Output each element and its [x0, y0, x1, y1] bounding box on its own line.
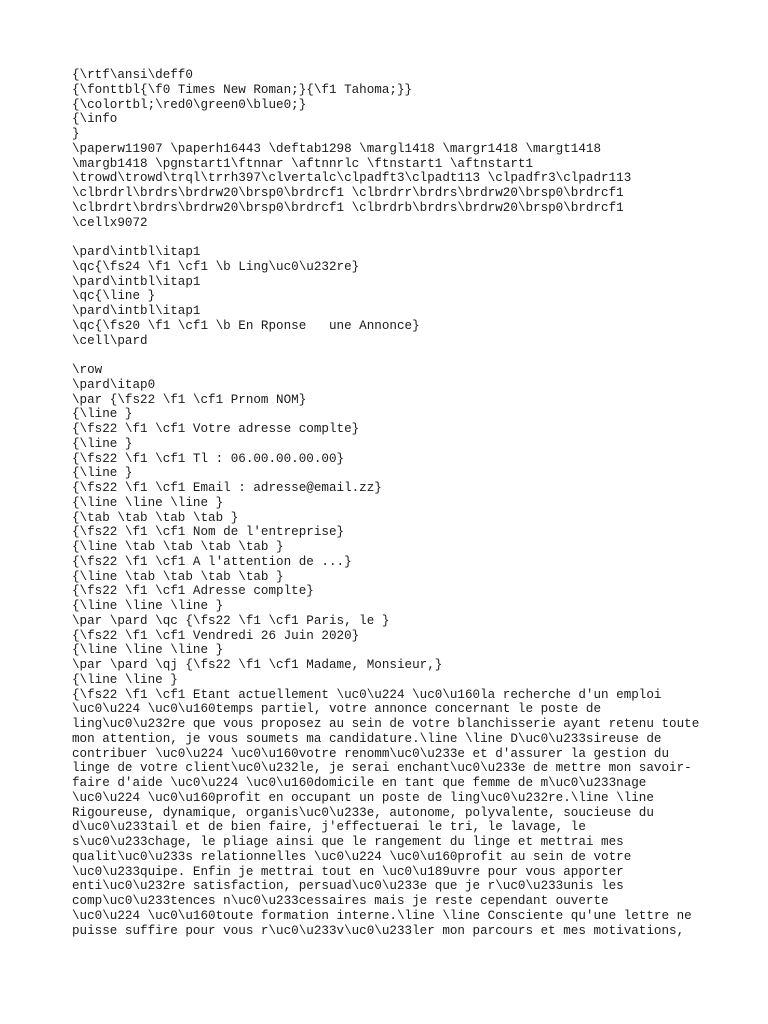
rtf-source-line: \row: [72, 363, 103, 377]
rtf-source-line: \pard\intbl\itap1: [72, 274, 201, 289]
rtf-source-line: \paperw11907 \paperh16443 \deftab1298 \margl1418 \margr1418 \margt1418: [72, 141, 602, 156]
rtf-source-line: {\fs22 \f1 \cf1 Email : adresse@email.zz}: [72, 481, 382, 495]
rtf-source-line: qualit\uc0\u233s relationnelles \uc0\u224 \uc0\u160profit au sein de votre: [72, 849, 632, 864]
rtf-source-line: {\line \line \line }: [72, 599, 224, 613]
rtf-source-line: \trowd\trowd\trql\trrh397\clvertalc\clpadft3\clpadt113 \clpadfr3\clpadr113: [72, 171, 632, 186]
rtf-source-line: faire d'aide \uc0\u224 \uc0\u160domicile en tant que femme de m\uc0\u233nage: [72, 776, 647, 790]
rtf-source-line: \pard\intbl\itap1: [72, 245, 201, 259]
rtf-source-line: {\line \tab \tab \tab \tab }: [72, 569, 284, 584]
rtf-source-line: {\line \line \line }: [72, 643, 224, 658]
rtf-source-line: {\tab \tab \tab \tab }: [72, 510, 239, 525]
rtf-source-text: [72, 68, 712, 938]
rtf-source-line: {\colortbl;\red0\green0\blue0;}: [72, 97, 307, 112]
rtf-source-line: comp\uc0\u233tences n\uc0\u233cessaires mais je reste cependant ouverte: [72, 894, 609, 908]
rtf-source-line: \uc0\u224 \uc0\u160profit en occupant un poste de ling\uc0\u232re.\line \line: [72, 790, 654, 805]
rtf-source-line: \clbrdrt\brdrs\brdrw20\brsp0\brdrcf1 \clbrdrb\brdrs\brdrw20\brsp0\brdrcf1: [72, 200, 624, 215]
rtf-source-line: {\line \line }: [72, 672, 178, 687]
rtf-source-line: enti\uc0\u232re satisfaction, persuad\uc0\u233e que je r\uc0\u233unis les: [72, 879, 624, 894]
rtf-source-line: \par \pard \qc {\fs22 \f1 \cf1 Paris, le }: [72, 613, 390, 628]
rtf-source-line: \pard\itap0: [72, 377, 156, 392]
rtf-source-line: {\fs22 \f1 \cf1 Votre adresse complte}: [72, 422, 360, 436]
rtf-source-line: \qc{\fs24 \f1 \cf1 \b Ling\uc0\u232re}: [72, 259, 360, 274]
rtf-source-line: \uc0\u224 \uc0\u160toute formation interne.\line \line Consciente qu'une lettre ne: [72, 908, 692, 923]
rtf-source-line: \par {\fs22 \f1 \cf1 Prnom NOM}: [72, 392, 307, 407]
rtf-source-line: }: [72, 127, 80, 141]
rtf-source-line: contribuer \uc0\u224 \uc0\u160votre renomm\uc0\u233e et d'assurer la gestion du: [72, 746, 670, 761]
rtf-source-line: \qc{\line }: [72, 289, 156, 304]
rtf-source-line: \uc0\u233quipe. Enfin je mettrai tout en \uc0\u189uvre pour vous apporter: [72, 864, 624, 879]
rtf-source-line: \cell\pard: [72, 333, 148, 348]
rtf-source-line: {\line \line \line }: [72, 495, 224, 510]
rtf-source-line: \qc{\fs20 \f1 \cf1 \b En Rponse une Annonce}: [72, 318, 420, 333]
rtf-source-line: ling\uc0\u232re que vous proposez au sein de votre blanchisserie ayant retenu toute: [72, 717, 700, 731]
rtf-source-line: [72, 348, 712, 363]
rtf-source-line: d\uc0\u233tail et de bien faire, j'effectuerai le tri, le lavage, le: [72, 820, 586, 835]
rtf-source-line: \uc0\u224 \uc0\u160temps partiel, votre annonce concernant le poste de: [72, 702, 602, 717]
rtf-source-line: \pard\intbl\itap1: [72, 304, 201, 318]
rtf-source-line: {\fs22 \f1 \cf1 Etant actuellement \uc0\u224 \uc0\u160la recherche d'un emploi: [72, 687, 662, 702]
rtf-source-line: {\line }: [72, 407, 133, 422]
rtf-source-line: \clbrdrl\brdrs\brdrw20\brsp0\brdrcf1 \clbrdrr\brdrs\brdrw20\brsp0\brdrcf1: [72, 186, 624, 200]
rtf-source-line: {\line \tab \tab \tab \tab }: [72, 540, 284, 554]
rtf-source-line: {\rtf\ansi\deff0: [72, 68, 193, 82]
rtf-source-line: {\fs22 \f1 \cf1 Nom de l'entreprise}: [72, 525, 345, 540]
rtf-source-line: {\fs22 \f1 \cf1 Adresse complte}: [72, 584, 314, 599]
rtf-source-line: s\uc0\u233chage, le pliage ainsi que le rangement du linge et mettrai mes: [72, 835, 624, 849]
rtf-source-line: linge de votre client\uc0\u232le, je serai enchant\uc0\u233e de mettre mon savoir-: [72, 761, 692, 776]
rtf-source-line: \cellx9072: [72, 215, 148, 230]
rtf-source-line: {\info: [72, 112, 118, 127]
rtf-source-line: \par \pard \qj {\fs22 \f1 \cf1 Madame, Monsieur,}: [72, 658, 443, 672]
rtf-source-line: {\line }: [72, 466, 133, 481]
rtf-source-line: {\fs22 \f1 \cf1 A l'attention de ...}: [72, 554, 352, 569]
rtf-source-line: \margb1418 \pgnstart1\ftnnar \aftnnrlc \ftnstart1 \aftnstart1: [72, 156, 534, 171]
rtf-source-line: {\fs22 \f1 \cf1 Vendredi 26 Juin 2020}: [72, 628, 360, 643]
rtf-source-line: mon attention, je vous soumets ma candidature.\line \line D\uc0\u233sireuse de: [72, 731, 662, 746]
rtf-source-line: [72, 230, 712, 245]
rtf-source-line: {\fs22 \f1 \cf1 Tl : 06.00.00.00.00}: [72, 451, 345, 466]
rtf-source-line: Rigoureuse, dynamique, organis\uc0\u233e, autonome, polyvalente, soucieuse du: [72, 805, 654, 820]
rtf-source-line: {\line }: [72, 436, 133, 451]
rtf-source-line: puisse suffire pour vous r\uc0\u233v\uc0\u233ler mon parcours et mes motivations,: [72, 923, 685, 938]
rtf-source-line: {\fonttbl{\f0 Times New Roman;}{\f1 Tahoma;}}: [72, 82, 413, 97]
